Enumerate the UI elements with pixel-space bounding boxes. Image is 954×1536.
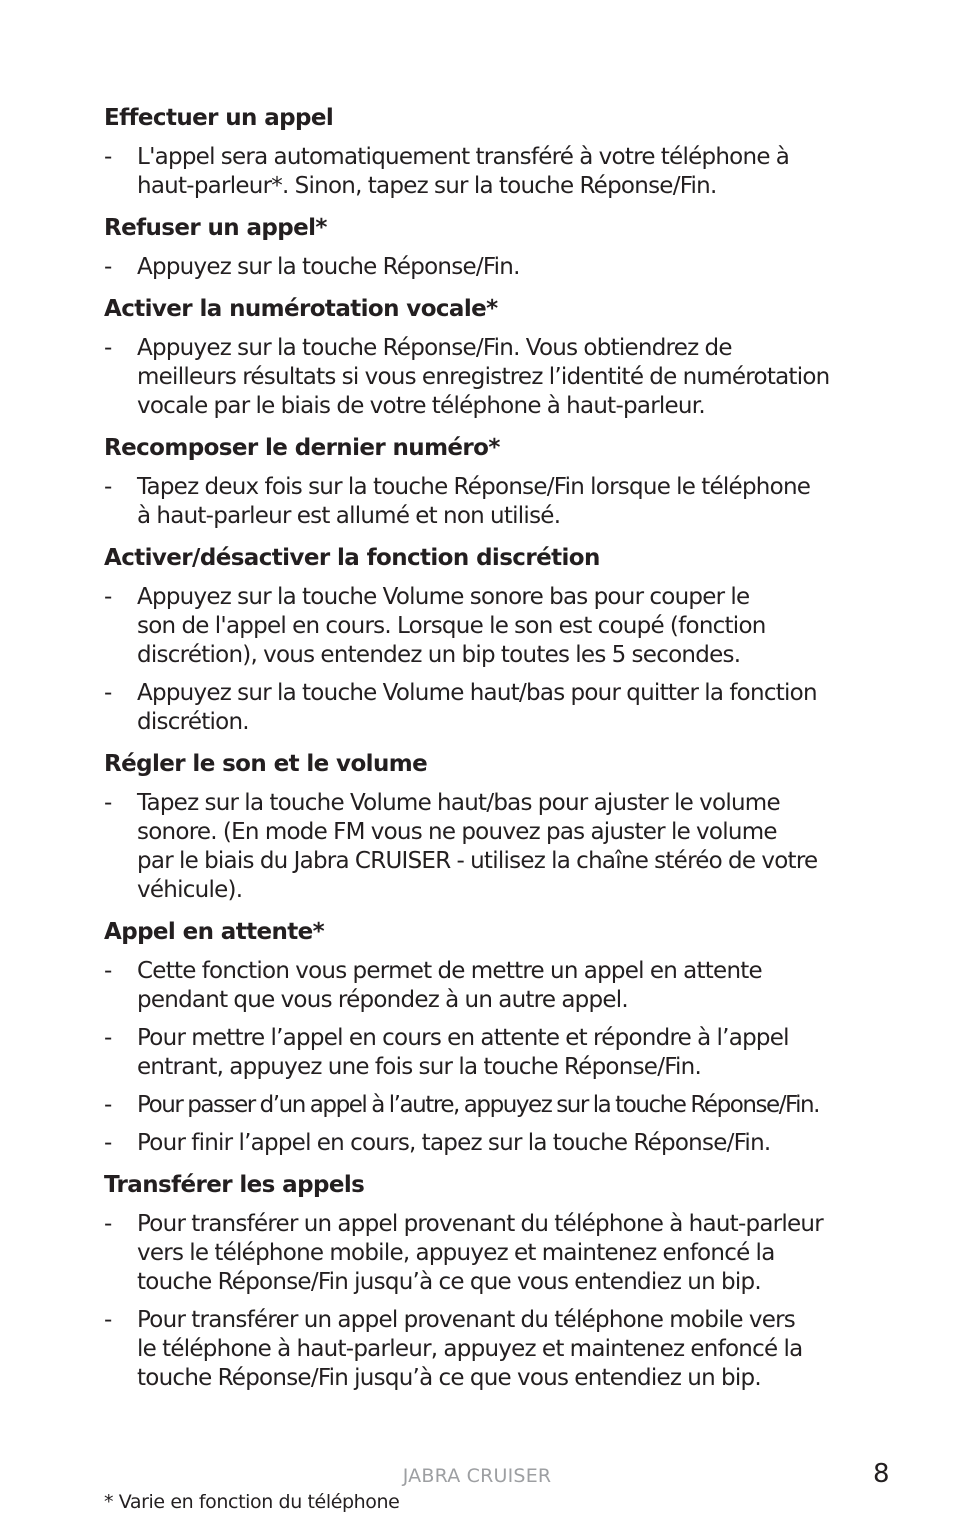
list-item-text: Pour mettre l’appel en cours en attente et répondre à l’appel entrant, appuyez une fois sur la touche Réponse/Fin.	[137, 1025, 789, 1080]
section-recomposer	[104, 434, 854, 531]
list-item-text: Tapez deux fois sur la touche Réponse/Fin lorsque le téléphone à haut-parleur est allumé et non utilisé.	[137, 474, 811, 529]
section-refuser-un-appel	[104, 214, 854, 282]
list-item-text: Appuyez sur la touche Volume haut/bas pour quitter la fonction discrétion.	[137, 680, 817, 735]
bullet-dash: -	[104, 254, 113, 280]
section-numerotation-vocale	[104, 295, 854, 421]
list-item	[104, 1129, 854, 1158]
footer-brand: JABRA CRUISER	[402, 1465, 552, 1487]
list-item-text: Tapez sur la touche Volume haut/bas pour ajuster le volume sonore. (En mode FM vous ne pouvez pas ajuster le volume par le biais du Jabra CRUISER - utilisez la chaîne stéréo de votre véhicule).	[137, 790, 818, 903]
bullet-list	[104, 583, 854, 737]
manual-page-content	[104, 104, 854, 1406]
bullet-list	[104, 143, 854, 201]
list-item-text: Cette fonction vous permet de mettre un appel en attente pendant que vous répondez à un autre appel.	[137, 958, 762, 1013]
bullet-dash: -	[104, 680, 113, 706]
list-item	[104, 789, 854, 905]
list-item-text: Pour transférer un appel provenant du téléphone à haut-parleur vers le téléphone mobile, appuyez et maintenez enfoncé la touche Réponse/Fin jusqu’à ce que vous entendiez un bip.	[137, 1211, 823, 1295]
bullet-dash: -	[104, 474, 113, 500]
bullet-list	[104, 473, 854, 531]
bullet-dash: -	[104, 1211, 113, 1237]
page-number: 8	[873, 1459, 890, 1489]
bullet-dash: -	[104, 335, 113, 361]
bullet-list	[104, 334, 854, 421]
list-item-text: Appuyez sur la touche Réponse/Fin. Vous obtiendrez de meilleurs résultats si vous enregistrez l’identité de numérotation vocale par le biais de votre téléphone à haut-parleur.	[137, 335, 830, 419]
bullet-list	[104, 789, 854, 905]
section-heading: Refuser un appel*	[104, 215, 327, 241]
bullet-list	[104, 1210, 854, 1393]
bullet-dash: -	[104, 1092, 113, 1118]
bullet-list	[104, 957, 854, 1158]
list-item	[104, 473, 854, 531]
section-heading: Activer la numérotation vocale*	[104, 296, 498, 322]
section-heading: Transférer les appels	[104, 1172, 365, 1198]
list-item	[104, 253, 854, 282]
bullet-dash: -	[104, 144, 113, 170]
section-heading: Activer/désactiver la fonction discrétion	[104, 545, 600, 571]
list-item	[104, 334, 854, 421]
section-heading: Régler le son et le volume	[104, 751, 428, 777]
bullet-dash: -	[104, 1307, 113, 1333]
section-effectuer-un-appel	[104, 104, 854, 201]
section-transferer-appels	[104, 1171, 854, 1393]
bullet-dash: -	[104, 1130, 113, 1156]
list-item	[104, 1210, 854, 1297]
list-item-text: Appuyez sur la touche Réponse/Fin.	[137, 254, 520, 280]
section-son-et-volume	[104, 750, 854, 905]
list-item	[104, 583, 854, 670]
list-item	[104, 143, 854, 201]
section-appel-en-attente	[104, 918, 854, 1158]
section-heading: Effectuer un appel	[104, 105, 334, 131]
bullet-dash: -	[104, 584, 113, 610]
footnote: * Varie en fonction du téléphone	[104, 1491, 400, 1513]
section-heading: Recomposer le dernier numéro*	[104, 435, 500, 461]
list-item-text: Pour finir l’appel en cours, tapez sur la touche Réponse/Fin.	[137, 1130, 771, 1156]
list-item	[104, 679, 854, 737]
list-item	[104, 1024, 854, 1082]
list-item-text: Pour passer d’un appel à l’autre, appuyez sur la touche Réponse/Fin.	[137, 1092, 820, 1118]
bullet-dash: -	[104, 1025, 113, 1051]
bullet-list	[104, 253, 854, 282]
list-item-text: Appuyez sur la touche Volume sonore bas pour couper le son de l'appel en cours. Lorsque le son est coupé (fonction discrétion), vous entendez un bip toutes les 5 secondes.	[137, 584, 766, 668]
list-item	[104, 1091, 854, 1120]
list-item-text: L'appel sera automatiquement transféré à votre téléphone à haut-parleur*. Sinon, tapez sur la touche Réponse/Fin.	[137, 144, 790, 199]
list-item-text: Pour transférer un appel provenant du téléphone mobile vers le téléphone à haut-parleur, appuyez et maintenez enfoncé la touche Réponse/Fin jusqu’à ce que vous entendiez un bip.	[137, 1307, 803, 1391]
list-item	[104, 957, 854, 1015]
bullet-dash: -	[104, 958, 113, 984]
section-heading: Appel en attente*	[104, 919, 325, 945]
bullet-dash: -	[104, 790, 113, 816]
list-item	[104, 1306, 854, 1393]
section-discretion	[104, 544, 854, 737]
